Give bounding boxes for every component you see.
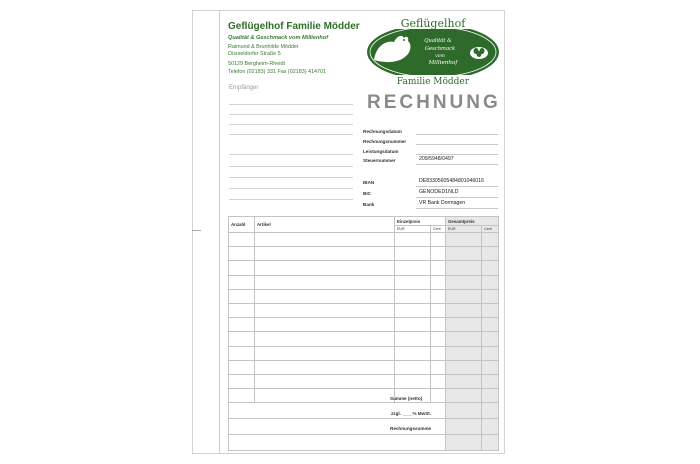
col-subheader-total-cent: Cent [482, 226, 499, 233]
cell-article[interactable] [255, 318, 395, 332]
col-header-unit-price: Einzelpreis [395, 217, 446, 226]
cell-total-cent[interactable] [482, 389, 499, 403]
cell-quantity[interactable] [229, 303, 255, 317]
fold-mark [192, 230, 201, 231]
recipient-line[interactable] [229, 188, 353, 189]
cell-unit-cent[interactable] [431, 289, 446, 303]
logo-inner-line1: Qualität & [424, 38, 452, 44]
table-row [229, 247, 499, 261]
bank-line-bank [416, 208, 498, 209]
logo-inner-line4: Millienhof [428, 60, 458, 66]
table-row [229, 360, 499, 374]
cell-total-cent[interactable] [482, 261, 499, 275]
bank-line-bic [416, 197, 498, 198]
table-row [229, 374, 499, 388]
cell-article[interactable] [255, 360, 395, 374]
cell-quantity[interactable] [229, 247, 255, 261]
cell-quantity[interactable] [229, 318, 255, 332]
field-value-tax-number: 209/5948/0497 [419, 156, 454, 162]
cell-unit-eur[interactable] [395, 289, 431, 303]
cell-total-eur[interactable] [446, 247, 482, 261]
cell-quantity[interactable] [229, 374, 255, 388]
cell-unit-eur[interactable] [395, 346, 431, 360]
recipient-line[interactable] [229, 177, 353, 178]
recipient-line[interactable] [229, 166, 353, 167]
field-label-service-date: Leistungsdatum [363, 149, 399, 154]
bank-label-bic: BIC [363, 191, 371, 196]
bank-value-iban: DE83305605484801046016 [419, 178, 484, 184]
cell-total-eur[interactable] [446, 389, 482, 403]
cell-unit-cent[interactable] [431, 233, 446, 247]
cell-unit-cent[interactable] [431, 261, 446, 275]
cell-article[interactable] [255, 247, 395, 261]
field-label-invoice-date: Rechnungsdatum [363, 129, 402, 134]
summary-row-total [229, 435, 499, 451]
recipient-line[interactable] [229, 114, 353, 115]
cell-article[interactable] [255, 289, 395, 303]
col-subheader-unit-eur: EUR [395, 226, 431, 233]
summary-total-cent[interactable] [482, 435, 499, 451]
field-line-invoice-date[interactable] [416, 134, 498, 135]
summary-net-label: Summe (netto) [390, 396, 423, 401]
items-table [228, 216, 499, 451]
table-row [229, 233, 499, 247]
cell-total-cent[interactable] [482, 289, 499, 303]
logo-inner-line3: vom [435, 54, 445, 59]
summary-vat-label: zzgl. ____% MwSt. [391, 411, 432, 416]
table-row [229, 289, 499, 303]
field-label-tax-number: Steuernummer [363, 158, 396, 163]
bank-label-iban: IBAN [363, 180, 375, 185]
col-header-quantity: Anzahl [229, 217, 255, 233]
logo-bottom-text: Familie Mödder [396, 77, 470, 86]
recipient-line[interactable] [229, 199, 353, 200]
summary-rows [229, 403, 499, 451]
summary-net-cent[interactable] [482, 403, 499, 419]
cell-total-cent[interactable] [482, 374, 499, 388]
company-name: Geflügelhof Familie Mödder [228, 21, 360, 32]
cell-unit-cent[interactable] [431, 360, 446, 374]
cell-article[interactable] [255, 275, 395, 289]
cell-article[interactable] [255, 346, 395, 360]
bank-value-bank: VR Bank Dormagen [419, 200, 466, 206]
cell-total-eur[interactable] [446, 303, 482, 317]
cell-article[interactable] [255, 261, 395, 275]
cell-quantity[interactable] [229, 275, 255, 289]
recipient-line[interactable] [229, 124, 353, 125]
cell-total-cent[interactable] [482, 275, 499, 289]
cell-total-eur[interactable] [446, 360, 482, 374]
cell-total-eur[interactable] [446, 261, 482, 275]
cell-total-eur[interactable] [446, 318, 482, 332]
summary-vat-cent[interactable] [482, 419, 499, 435]
table-row [229, 275, 499, 289]
cell-unit-cent[interactable] [431, 303, 446, 317]
company-owners: Raimund & Brunhilde Mödder [228, 44, 299, 50]
field-label-invoice-number: Rechnungsnummer [363, 139, 407, 144]
cell-unit-eur[interactable] [395, 275, 431, 289]
cell-article[interactable] [255, 389, 395, 403]
company-phone-fax: Telefon (02183) 331 Fax (02183) 414701 [228, 69, 326, 75]
cell-total-eur[interactable] [446, 346, 482, 360]
cell-unit-cent[interactable] [431, 389, 446, 403]
col-header-total-price: Gesamtpreis [446, 217, 499, 226]
cell-total-eur[interactable] [446, 332, 482, 346]
item-rows [229, 233, 499, 403]
cell-quantity[interactable] [229, 332, 255, 346]
table-row [229, 332, 499, 346]
col-subheader-unit-cent: Cent [431, 226, 446, 233]
table-row [229, 389, 499, 403]
cell-unit-eur[interactable] [395, 374, 431, 388]
cell-total-cent[interactable] [482, 233, 499, 247]
cell-quantity[interactable] [229, 233, 255, 247]
cell-article[interactable] [255, 332, 395, 346]
cell-article[interactable] [255, 303, 395, 317]
field-line-invoice-number[interactable] [416, 144, 498, 145]
recipient-line[interactable] [229, 134, 353, 135]
cell-unit-eur[interactable] [395, 247, 431, 261]
summary-row-net [229, 403, 499, 419]
cell-quantity[interactable] [229, 360, 255, 374]
egg-nest-icon [470, 47, 488, 59]
cell-article[interactable] [255, 233, 395, 247]
bank-label-bank: Bank [363, 202, 375, 207]
summary-total-label: Rechnungssumme [390, 426, 432, 431]
cell-total-cent[interactable] [482, 346, 499, 360]
table-row [229, 318, 499, 332]
cell-unit-cent[interactable] [431, 332, 446, 346]
cell-total-cent[interactable] [482, 332, 499, 346]
company-slogan: Qualität & Geschmack vom Millienhof [228, 35, 329, 41]
bank-line-iban [416, 186, 498, 187]
table-row [229, 261, 499, 275]
bank-value-bic: GENODED1NLD [419, 189, 459, 195]
logo-inner-line2: Geschmack [424, 46, 456, 52]
document-title: RECHNUNG [367, 92, 501, 113]
cell-total-eur[interactable] [446, 233, 482, 247]
company-street: Düsseldorfer Straße 5 [228, 51, 281, 57]
cell-total-cent[interactable] [482, 360, 499, 374]
cell-unit-cent[interactable] [431, 346, 446, 360]
cell-total-eur[interactable] [446, 289, 482, 303]
col-subheader-total-eur: EUR [446, 226, 482, 233]
recipient-line[interactable] [229, 104, 353, 105]
field-line-tax-number [416, 164, 498, 165]
cell-unit-cent[interactable] [431, 318, 446, 332]
summary-vat-eur[interactable] [446, 419, 482, 435]
cell-total-eur[interactable] [446, 374, 482, 388]
cell-total-eur[interactable] [446, 275, 482, 289]
cell-total-cent[interactable] [482, 318, 499, 332]
cell-unit-eur[interactable] [395, 261, 431, 275]
cell-unit-cent[interactable] [431, 275, 446, 289]
cell-unit-eur[interactable] [395, 332, 431, 346]
cell-quantity[interactable] [229, 261, 255, 275]
margin-line [219, 10, 220, 454]
cell-quantity[interactable] [229, 389, 255, 403]
field-line-service-date[interactable] [416, 154, 498, 155]
table-row [229, 346, 499, 360]
cell-total-cent[interactable] [482, 247, 499, 261]
cell-article[interactable] [255, 374, 395, 388]
summary-row-vat [229, 419, 499, 435]
company-city: 50129 Bergheim-Rheidt [228, 61, 285, 67]
cell-quantity[interactable] [229, 289, 255, 303]
farm-logo [364, 16, 502, 86]
cell-unit-cent[interactable] [431, 374, 446, 388]
cell-unit-eur[interactable] [395, 360, 431, 374]
col-header-article: Artikel [255, 217, 395, 233]
table-row [229, 303, 499, 317]
logo-top-text: Geflügelhof [400, 17, 466, 30]
recipient-label: Empfänger [229, 85, 259, 91]
cell-unit-cent[interactable] [431, 247, 446, 261]
cell-total-cent[interactable] [482, 303, 499, 317]
recipient-line[interactable] [229, 154, 353, 155]
cell-quantity[interactable] [229, 346, 255, 360]
summary-net-eur[interactable] [446, 403, 482, 419]
cell-unit-eur[interactable] [395, 233, 431, 247]
cell-unit-eur[interactable] [395, 303, 431, 317]
cell-unit-eur[interactable] [395, 318, 431, 332]
summary-total-eur[interactable] [446, 435, 482, 451]
